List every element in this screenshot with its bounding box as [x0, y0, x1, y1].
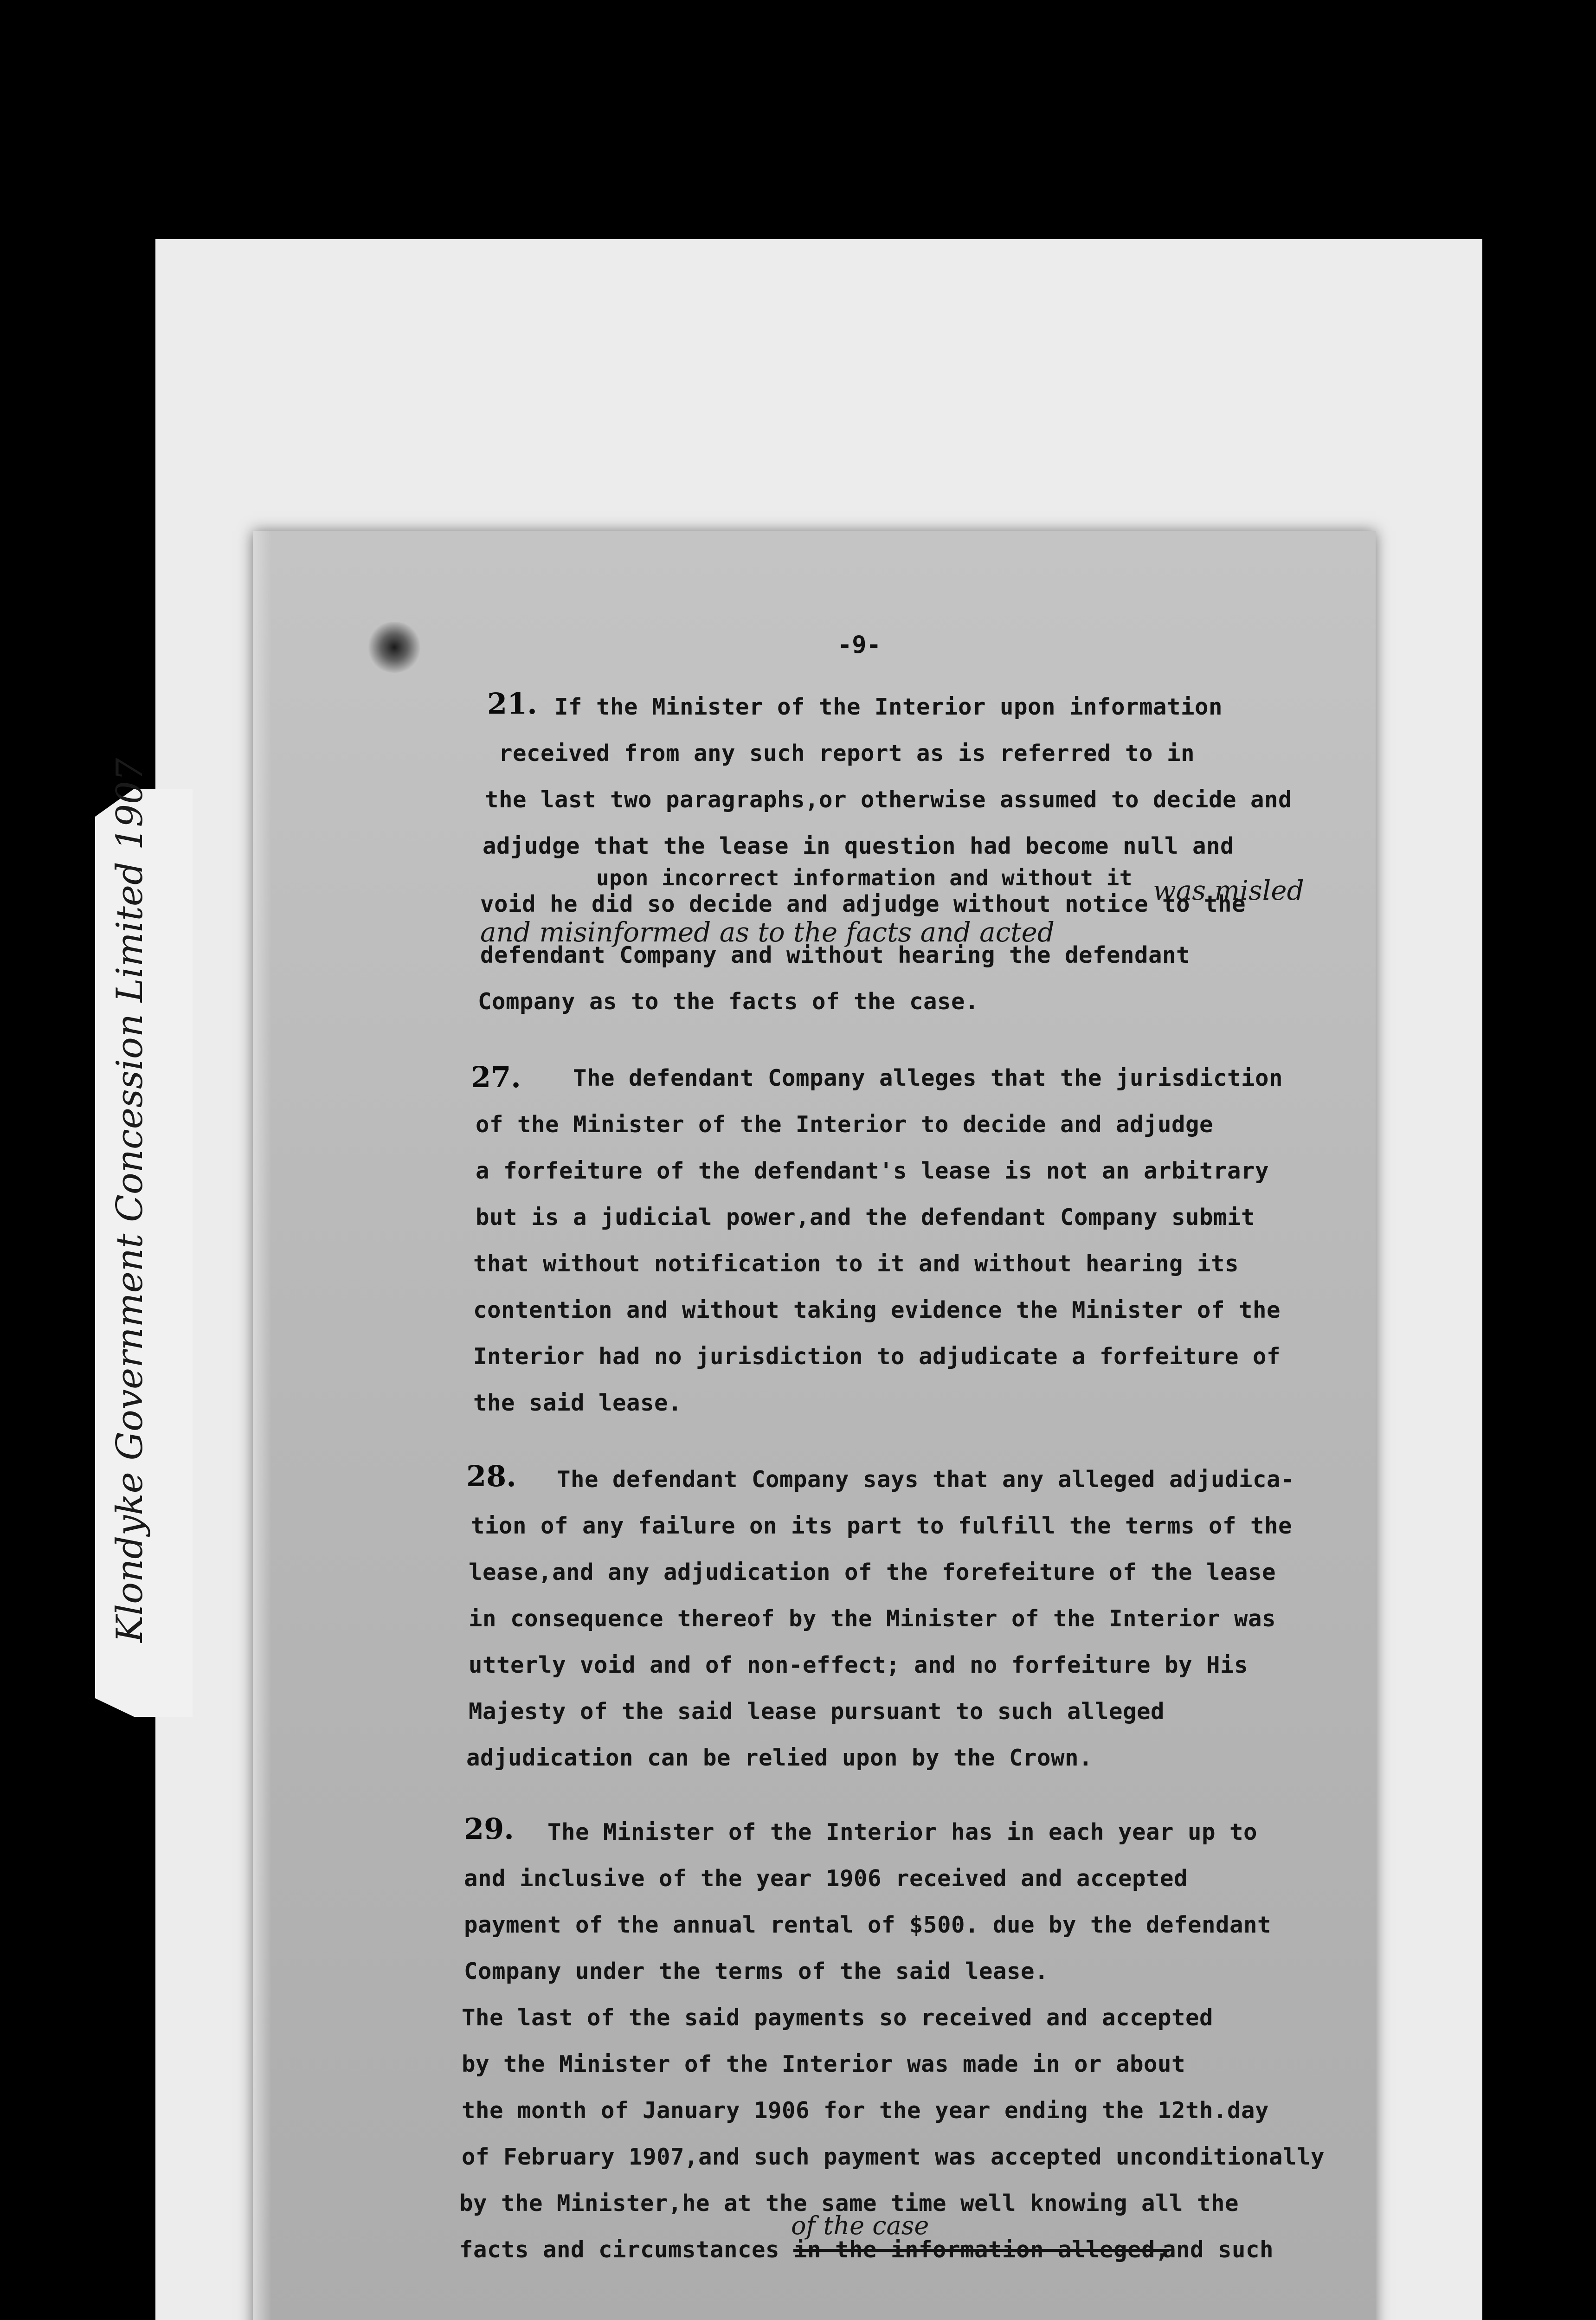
- text-line: If the Minister of the Interior upon information: [554, 694, 1223, 720]
- text-line: Company under the terms of the said lease.: [464, 1958, 1049, 1985]
- text-line: void he did so decide and adjudge without notice to the: [480, 891, 1246, 917]
- text-line: Interior had no jurisdiction to adjudicate a forfeiture of: [473, 1343, 1281, 1370]
- folder-handwritten-label: Klondyke Government Concession Limited 1907: [109, 758, 151, 1643]
- paragraph-number: 21.: [487, 687, 537, 721]
- typed-page: [253, 531, 1376, 2320]
- text-line: and such: [1162, 2236, 1274, 2263]
- text-line: defendant Company and without hearing the defendant: [480, 942, 1191, 968]
- text-line: Majesty of the said lease pursuant to such alleged: [469, 1698, 1165, 1725]
- text-line: adjudge that the lease in question had become null and: [483, 833, 1235, 859]
- text-line: the month of January 1906 for the year ending the 12th.day: [462, 2097, 1269, 2124]
- paragraph-number: 29.: [464, 1812, 514, 1846]
- text-line: of the Minister of the Interior to decide and adjudge: [476, 1111, 1214, 1138]
- paragraph-number: 27.: [471, 1060, 521, 1094]
- text-line: payment of the annual rental of $500. due by the defendant: [464, 1912, 1272, 1938]
- text-line: and inclusive of the year 1906 received and accepted: [464, 1865, 1188, 1892]
- ink-smudge: [367, 622, 422, 673]
- text-line: that without notification to it and without hearing its: [473, 1250, 1239, 1277]
- text-line: contention and without taking evidence the Minister of the: [473, 1297, 1281, 1323]
- text-line: by the Minister,he at the same time well knowing all the: [459, 2190, 1239, 2217]
- text-line: facts and circumstances: [459, 2236, 780, 2263]
- text-line: utterly void and of non-effect; and no forfeiture by His: [469, 1652, 1248, 1678]
- paragraph-number: 28.: [466, 1459, 516, 1493]
- text-line: but is a judicial power,and the defendant Company submit: [476, 1204, 1255, 1231]
- text-line: the last two paragraphs,or otherwise assumed to decide and: [485, 786, 1293, 813]
- text-line: Company as to the facts of the case.: [478, 988, 979, 1015]
- text-line: by the Minister of the Interior was made in or about: [462, 2051, 1186, 2077]
- handwritten-annotation: of the case: [791, 2211, 929, 2240]
- text-line: in consequence thereof by the Minister of the Interior was: [469, 1605, 1276, 1632]
- text-line: The defendant Company alleges that the jurisdiction: [573, 1065, 1283, 1091]
- text-line: the said lease.: [473, 1390, 682, 1416]
- text-line: lease,and any adjudication of the forefeiture of the lease: [469, 1559, 1276, 1585]
- handwritten-annotation: was misled: [1153, 875, 1304, 906]
- text-line: a forfeiture of the defendant's lease is not an arbitrary: [476, 1158, 1269, 1184]
- interlinear-insertion: upon incorrect information and without it: [596, 865, 1133, 890]
- page-number: -9-: [837, 631, 881, 659]
- text-line: The last of the said payments so received and accepted: [462, 2004, 1214, 2031]
- text-line: received from any such report as is referred to in: [499, 740, 1195, 767]
- text-line: of February 1907,and such payment was accepted unconditionally: [462, 2144, 1325, 2170]
- text-line: The Minister of the Interior has in each year up to: [547, 1819, 1258, 1845]
- text-line: tion of any failure on its part to fulfill the terms of the: [471, 1513, 1293, 1539]
- handwritten-annotation: and misinformed as to the facts and acted: [480, 916, 1055, 948]
- text-line: The defendant Company says that any alleged adjudica-: [557, 1466, 1295, 1493]
- text-line: adjudication can be relied upon by the Crown.: [466, 1745, 1093, 1771]
- struck-text: in the information alleged,: [793, 2236, 1170, 2263]
